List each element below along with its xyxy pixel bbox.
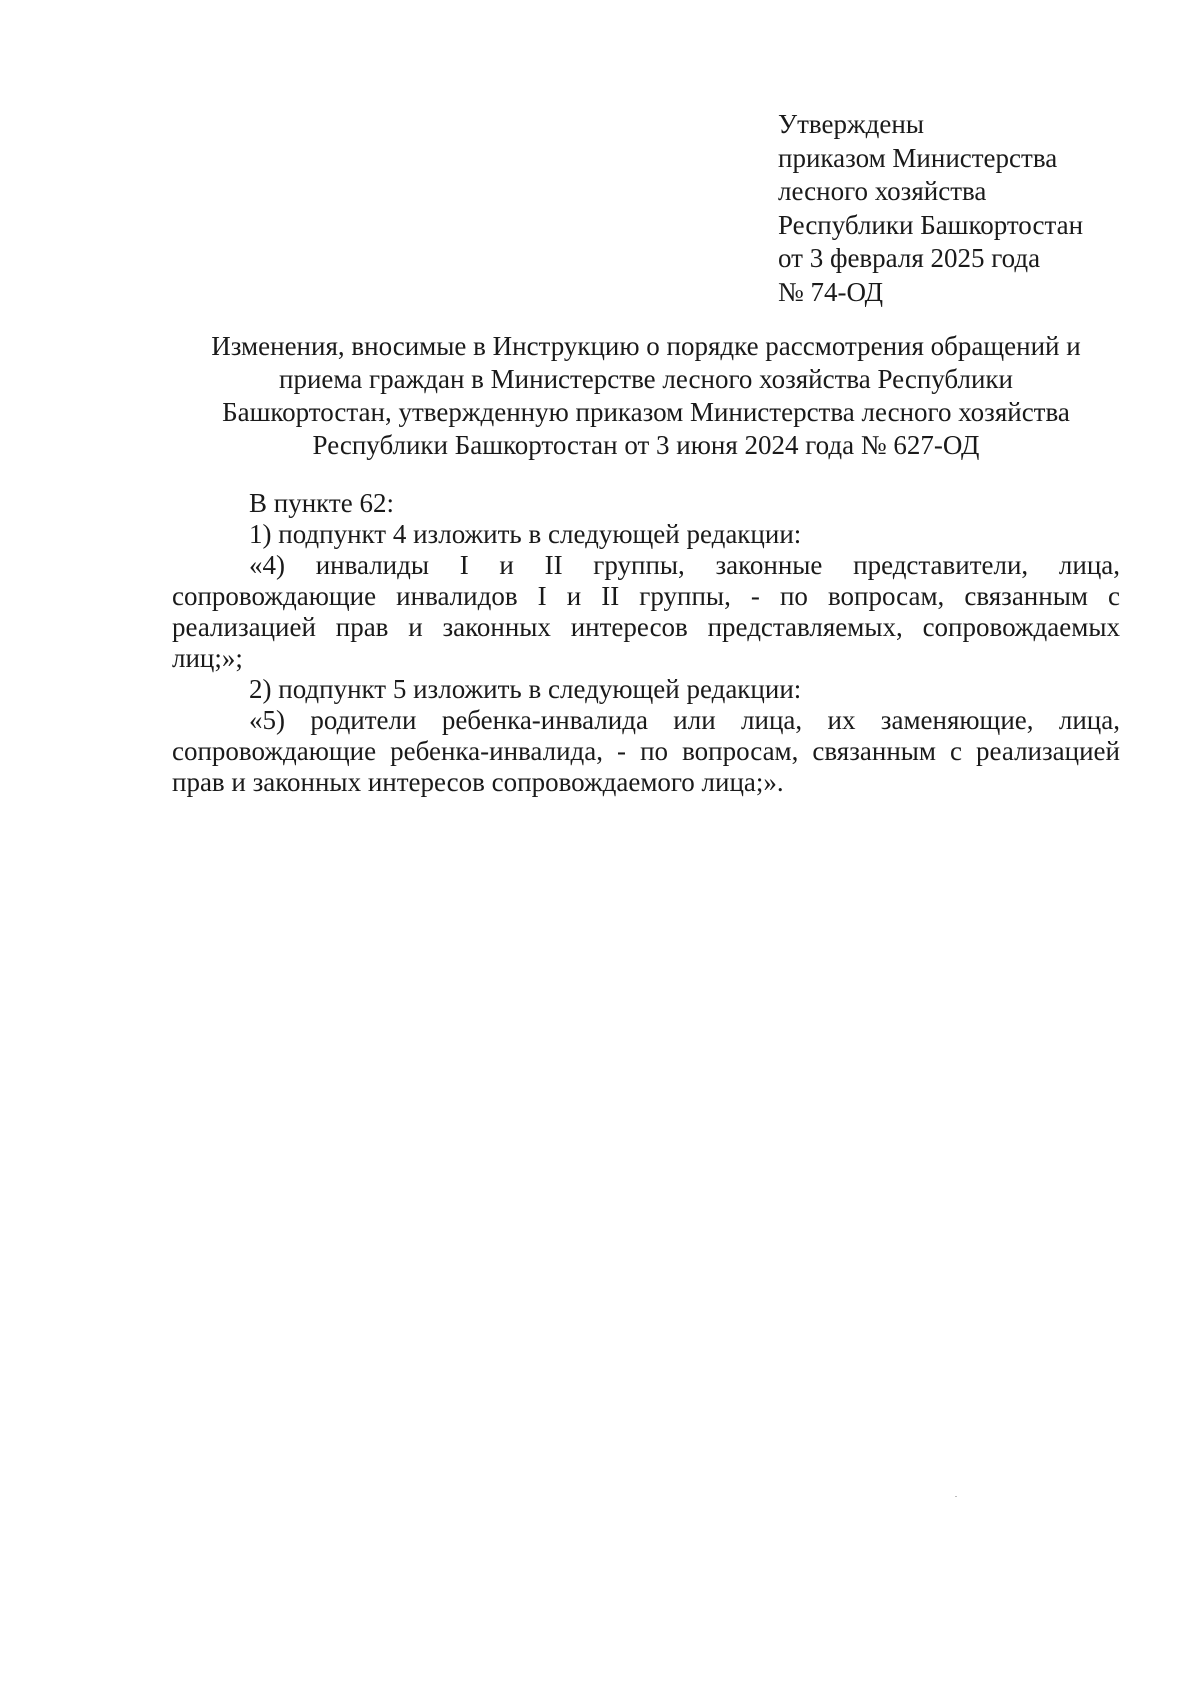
approval-line: № 74-ОД (778, 276, 884, 307)
approval-line: Республики Башкортостан (778, 209, 1084, 240)
item-1-heading: 1) подпункт 4 изложить в следующей редакции: (249, 519, 802, 549)
approval-stamp-block (778, 108, 1178, 309)
item-2-line: прав и законных интересов сопровождаемого лица;». (172, 767, 784, 797)
scan-speck (955, 1496, 957, 1497)
item-2-text (172, 705, 1120, 798)
approval-line: Утверждены (778, 109, 924, 139)
item-2-line: сопровождающие ребенка-инвалида, - по вопросам, связанным с реализацией (172, 736, 1120, 766)
document-body (172, 488, 1120, 798)
approval-line: лесного хозяйства (778, 176, 987, 206)
approval-line: приказом Министерства (778, 142, 1058, 173)
title-line: приема граждан в Министерстве лесного хозяйства Республики (279, 364, 1013, 394)
item-1-line: реализацией прав и законных интересов представляемых, сопровождаемых (172, 612, 1120, 642)
approval-line: от 3 февраля 2025 года (778, 243, 1041, 273)
item-2-heading: 2) подпункт 5 изложить в следующей редакции: (249, 674, 802, 704)
item-2-line: «5) родители ребенка-инвалида или лица, их заменяющие, лица, (249, 705, 1120, 735)
body-intro: В пункте 62: (249, 488, 394, 518)
item-1-line: «4) инвалиды I и II группы, законные представители, лица, (249, 550, 1120, 580)
title-line: Башкортостан, утвержденную приказом Министерства лесного хозяйства (222, 397, 1070, 427)
title-line: Изменения, вносимые в Инструкцию о порядке рассмотрения обращений и (211, 331, 1081, 361)
document-title (172, 330, 1120, 462)
item-1-text (172, 550, 1120, 674)
item-1-line: сопровождающие инвалидов I и II группы, - по вопросам, связанным с (172, 581, 1120, 611)
item-1-line: лиц;»; (172, 643, 243, 673)
title-line: Республики Башкортостан от 3 июня 2024 года № 627-ОД (312, 430, 980, 460)
